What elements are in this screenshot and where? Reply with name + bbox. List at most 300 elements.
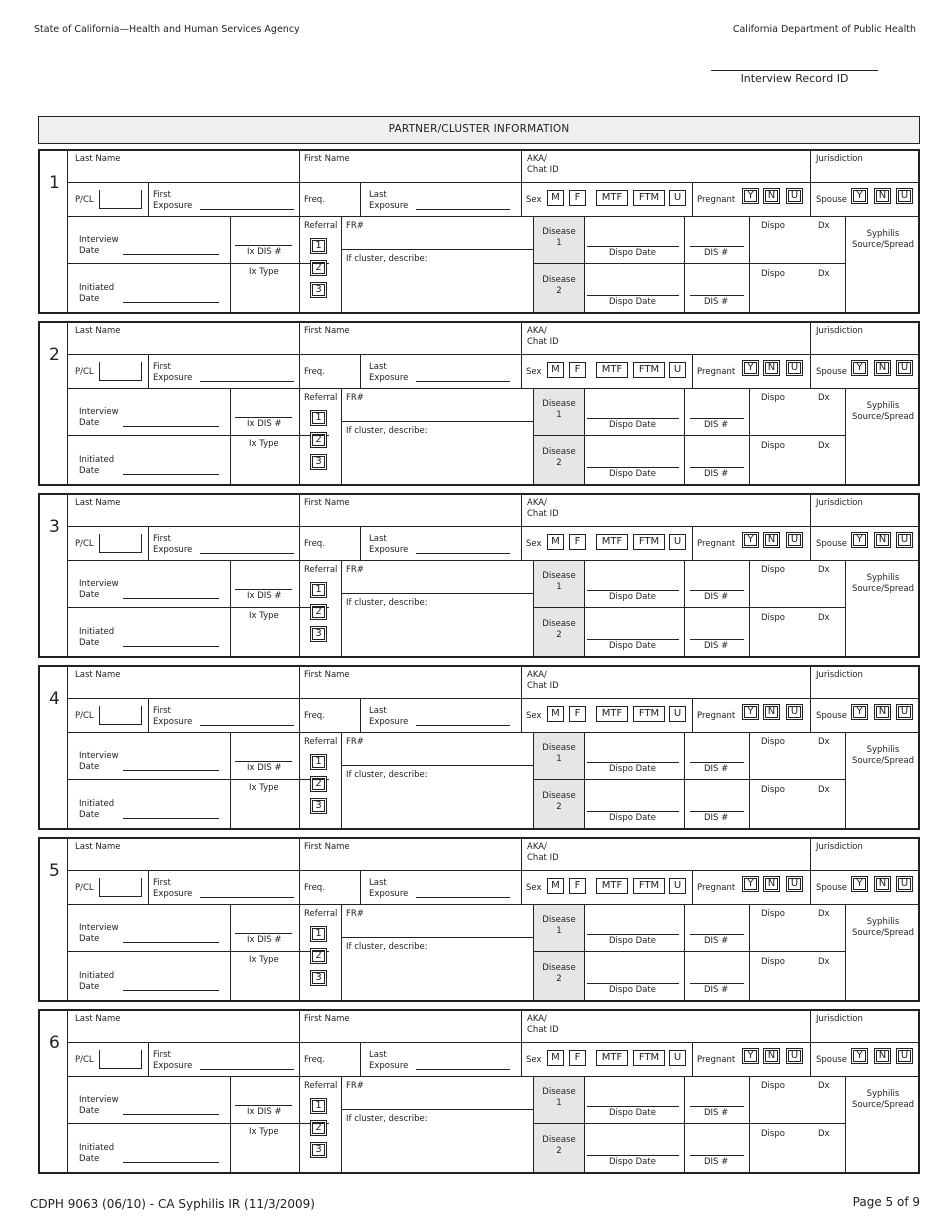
dis-1-field[interactable]	[690, 934, 744, 935]
divider	[810, 182, 811, 216]
last-exposure-label: Last Exposure	[369, 706, 409, 727]
partner-record	[38, 1009, 920, 1174]
dis-1-label: DIS #	[704, 592, 729, 602]
first-name-field[interactable]	[300, 151, 521, 182]
pregnant-option-n[interactable]: N	[763, 704, 780, 720]
referral-option-3[interactable]: 3	[310, 454, 327, 470]
sex-option-ftm[interactable]: FTM	[633, 534, 665, 550]
dispo-1-label: Dispo	[761, 221, 785, 231]
first-name-field[interactable]	[300, 1011, 521, 1042]
divider	[299, 216, 300, 312]
sex-option-ftm[interactable]: FTM	[633, 362, 665, 378]
page-number: Page 5 of 9	[852, 1195, 920, 1209]
last-exposure-field[interactable]	[416, 897, 510, 898]
jurisdiction-field[interactable]	[811, 151, 920, 182]
spouse-label: Spouse	[816, 539, 848, 549]
referral-label: Referral	[304, 737, 338, 747]
initiated-date-field[interactable]	[123, 302, 219, 303]
cluster-description-label: If cluster, describe:	[346, 942, 428, 952]
dispo-date-1-field[interactable]	[587, 934, 679, 935]
freq-label: Freq.	[304, 883, 325, 893]
pregnant-label: Pregnant	[697, 883, 736, 893]
pregnant-option-u[interactable]: U	[786, 704, 803, 720]
jurisdiction-field[interactable]	[811, 667, 920, 698]
record-number: 5	[49, 861, 60, 881]
ix-dis-label: Ix DIS #	[247, 591, 282, 601]
divider	[749, 732, 750, 828]
referral-option-1[interactable]: 1	[310, 1098, 327, 1114]
dispo-date-1-field[interactable]	[587, 762, 679, 763]
divider	[67, 388, 920, 389]
aka-chat-id-field[interactable]	[522, 839, 810, 870]
divider	[148, 526, 149, 560]
interview-date-field[interactable]	[123, 770, 219, 771]
jurisdiction-field[interactable]	[811, 323, 920, 354]
dis-1-field[interactable]	[690, 1106, 744, 1107]
ix-dis-field[interactable]	[235, 933, 292, 934]
interview-date-field[interactable]	[123, 254, 219, 255]
last-name-field[interactable]	[68, 839, 299, 870]
fr-label: FR#	[346, 221, 364, 231]
dispo-date-2-field[interactable]	[587, 639, 679, 640]
divider	[67, 216, 920, 217]
jurisdiction-field[interactable]	[811, 1011, 920, 1042]
spouse-option-n[interactable]: N	[874, 704, 891, 720]
cluster-description-label: If cluster, describe:	[346, 426, 428, 436]
last-exposure-label: Last Exposure	[369, 362, 409, 383]
sex-option-f[interactable]: F	[569, 362, 586, 378]
sex-option-ftm[interactable]: FTM	[633, 1050, 665, 1066]
dis-1-field[interactable]	[690, 762, 744, 763]
pregnant-option-y[interactable]: Y	[742, 188, 759, 204]
dx-1-label: Dx	[818, 221, 830, 231]
sex-label: Sex	[526, 1055, 542, 1065]
dis-2-label: DIS #	[704, 297, 729, 307]
ix-type-label: Ix Type	[249, 1127, 279, 1137]
ix-dis-field[interactable]	[235, 245, 292, 246]
dis-1-label: DIS #	[704, 1108, 729, 1118]
pregnant-option-u[interactable]: U	[786, 876, 803, 892]
dispo-1-label: Dispo	[761, 1081, 785, 1091]
ix-type-label: Ix Type	[249, 439, 279, 449]
sex-option-f[interactable]: F	[569, 706, 586, 722]
dx-1-label: Dx	[818, 909, 830, 919]
dispo-date-2-label: Dispo Date	[609, 469, 656, 479]
interview-date-field[interactable]	[123, 426, 219, 427]
dis-1-field[interactable]	[690, 418, 744, 419]
dispo-date-1-label: Dispo Date	[609, 592, 656, 602]
aka-chat-id-label: AKA/ Chat ID	[527, 326, 559, 347]
sex-option-f[interactable]: F	[569, 878, 586, 894]
partner-record	[38, 837, 920, 1002]
sex-option-m[interactable]: M	[547, 190, 564, 206]
dispo-date-2-field[interactable]	[587, 295, 679, 296]
jurisdiction-label: Jurisdiction	[816, 326, 863, 336]
first-exposure-field[interactable]	[200, 1069, 294, 1070]
spouse-option-u[interactable]: U	[896, 360, 913, 376]
sex-option-m[interactable]: M	[547, 878, 564, 894]
record-number: 4	[49, 689, 60, 709]
divider	[299, 904, 300, 1000]
pregnant-option-y[interactable]: Y	[742, 532, 759, 548]
dis-2-field[interactable]	[690, 1155, 744, 1156]
spouse-option-u[interactable]: U	[896, 1048, 913, 1064]
divider	[584, 1076, 585, 1172]
dispo-date-1-field[interactable]	[587, 590, 679, 591]
ix-type-label: Ix Type	[249, 955, 279, 965]
referral-option-2[interactable]: 2	[310, 948, 327, 964]
interview-date-field[interactable]	[123, 942, 219, 943]
record-number: 2	[49, 345, 60, 365]
dis-1-label: DIS #	[704, 420, 729, 430]
interview-date-label: Interview Date	[79, 751, 119, 772]
sex-option-mtf[interactable]: MTF	[596, 1050, 628, 1066]
aka-chat-id-label: AKA/ Chat ID	[527, 670, 559, 691]
sex-option-u[interactable]: U	[669, 362, 686, 378]
divider	[533, 263, 584, 264]
ix-dis-field[interactable]	[235, 589, 292, 590]
divider	[684, 216, 685, 312]
dx-1-label: Dx	[818, 393, 830, 403]
dispo-2-label: Dispo	[761, 785, 785, 795]
last-exposure-field[interactable]	[416, 725, 510, 726]
divider	[692, 354, 693, 388]
first-name-field[interactable]	[300, 495, 521, 526]
pregnant-option-y[interactable]: Y	[742, 704, 759, 720]
ix-dis-label: Ix DIS #	[247, 247, 282, 257]
first-name-field[interactable]	[300, 323, 521, 354]
divider	[341, 937, 533, 938]
dispo-date-1-label: Dispo Date	[609, 420, 656, 430]
initiated-date-label: Initiated Date	[79, 283, 115, 304]
divider	[341, 1109, 533, 1110]
pcl-label: P/CL	[75, 883, 94, 893]
dis-2-field[interactable]	[690, 983, 744, 984]
ix-type-label: Ix Type	[249, 783, 279, 793]
sex-option-ftm[interactable]: FTM	[633, 706, 665, 722]
ix-dis-field[interactable]	[235, 417, 292, 418]
spouse-option-y[interactable]: Y	[851, 1048, 868, 1064]
first-exposure-label: First Exposure	[153, 362, 193, 383]
divider	[299, 1076, 300, 1172]
divider	[810, 354, 811, 388]
divider	[230, 216, 231, 312]
divider	[67, 1123, 329, 1124]
sex-label: Sex	[526, 539, 542, 549]
dispo-date-1-label: Dispo Date	[609, 936, 656, 946]
referral-option-3[interactable]: 3	[310, 282, 327, 298]
first-exposure-field[interactable]	[200, 381, 294, 382]
dis-1-field[interactable]	[690, 246, 744, 247]
interview-date-label: Interview Date	[79, 1095, 119, 1116]
spouse-option-u[interactable]: U	[896, 532, 913, 548]
initiated-date-field[interactable]	[123, 818, 219, 819]
interview-date-label: Interview Date	[79, 407, 119, 428]
dx-1-label: Dx	[818, 1081, 830, 1091]
divider	[67, 698, 920, 699]
ix-dis-field[interactable]	[235, 1105, 292, 1106]
pregnant-option-y[interactable]: Y	[742, 876, 759, 892]
referral-option-1[interactable]: 1	[310, 926, 327, 942]
initiated-date-field[interactable]	[123, 1162, 219, 1163]
disease-2-label: Disease 2	[542, 791, 576, 812]
sex-option-mtf[interactable]: MTF	[596, 706, 628, 722]
sex-option-f[interactable]: F	[569, 190, 586, 206]
spouse-option-n[interactable]: N	[874, 1048, 891, 1064]
syphilis-source-spread-label: Syphilis Source/Spread	[852, 917, 914, 938]
interview-date-field[interactable]	[123, 598, 219, 599]
last-exposure-field[interactable]	[416, 381, 510, 382]
sex-option-m[interactable]: M	[547, 706, 564, 722]
sex-option-u[interactable]: U	[669, 878, 686, 894]
spouse-option-y[interactable]: Y	[851, 704, 868, 720]
dispo-date-2-label: Dispo Date	[609, 1157, 656, 1167]
sex-option-mtf[interactable]: MTF	[596, 534, 628, 550]
pregnant-label: Pregnant	[697, 367, 736, 377]
last-exposure-field[interactable]	[416, 553, 510, 554]
dis-1-field[interactable]	[690, 590, 744, 591]
last-exposure-field[interactable]	[416, 1069, 510, 1070]
spouse-option-y[interactable]: Y	[851, 532, 868, 548]
pregnant-option-n[interactable]: N	[763, 360, 780, 376]
dispo-2-label: Dispo	[761, 613, 785, 623]
spouse-option-y[interactable]: Y	[851, 360, 868, 376]
cluster-description-field[interactable]	[342, 951, 533, 1000]
initiated-date-field[interactable]	[123, 990, 219, 991]
dispo-date-2-field[interactable]	[587, 1155, 679, 1156]
pregnant-option-y[interactable]: Y	[742, 1048, 759, 1064]
sex-label: Sex	[526, 883, 542, 893]
sex-option-u[interactable]: U	[669, 190, 686, 206]
sex-option-mtf[interactable]: MTF	[596, 878, 628, 894]
pregnant-option-n[interactable]: N	[763, 188, 780, 204]
divider	[533, 779, 584, 780]
first-exposure-field[interactable]	[200, 725, 294, 726]
divider	[299, 732, 300, 828]
referral-label: Referral	[304, 1081, 338, 1091]
first-exposure-label: First Exposure	[153, 190, 193, 211]
cluster-description-field[interactable]	[342, 779, 533, 828]
initiated-date-field[interactable]	[123, 646, 219, 647]
dis-1-label: DIS #	[704, 764, 729, 774]
sex-option-u[interactable]: U	[669, 706, 686, 722]
referral-option-2[interactable]: 2	[310, 432, 327, 448]
divider	[67, 732, 920, 733]
ix-dis-field[interactable]	[235, 761, 292, 762]
dispo-date-2-label: Dispo Date	[609, 297, 656, 307]
first-exposure-field[interactable]	[200, 897, 294, 898]
disease-1-label: Disease 1	[542, 743, 576, 764]
last-name-field[interactable]	[68, 667, 299, 698]
last-name-field[interactable]	[68, 151, 299, 182]
divider	[692, 698, 693, 732]
pregnant-option-n[interactable]: N	[763, 1048, 780, 1064]
jurisdiction-label: Jurisdiction	[816, 498, 863, 508]
cluster-description-field[interactable]	[342, 1123, 533, 1172]
pregnant-label: Pregnant	[697, 195, 736, 205]
sex-option-u[interactable]: U	[669, 534, 686, 550]
referral-option-3[interactable]: 3	[310, 970, 327, 986]
referral-option-2[interactable]: 2	[310, 260, 327, 276]
agency-header: State of California—Health and Human Services Agency	[34, 24, 300, 35]
dispo-2-label: Dispo	[761, 1129, 785, 1139]
dis-2-label: DIS #	[704, 813, 729, 823]
last-name-field[interactable]	[68, 323, 299, 354]
dis-2-field[interactable]	[690, 639, 744, 640]
divider	[533, 951, 584, 952]
interview-record-id-field[interactable]	[711, 70, 878, 71]
aka-chat-id-label: AKA/ Chat ID	[527, 154, 559, 175]
dispo-date-2-field[interactable]	[587, 983, 679, 984]
spouse-option-u[interactable]: U	[896, 876, 913, 892]
first-exposure-field[interactable]	[200, 209, 294, 210]
cluster-description-field[interactable]	[342, 263, 533, 312]
syphilis-source-spread-label: Syphilis Source/Spread	[852, 573, 914, 594]
spouse-option-y[interactable]: Y	[851, 188, 868, 204]
spouse-option-y[interactable]: Y	[851, 876, 868, 892]
cluster-description-field[interactable]	[342, 435, 533, 484]
spouse-option-n[interactable]: N	[874, 876, 891, 892]
pcl-label: P/CL	[75, 711, 94, 721]
sex-option-m[interactable]: M	[547, 1050, 564, 1066]
dispo-date-2-field[interactable]	[587, 811, 679, 812]
divider	[692, 870, 693, 904]
divider	[67, 607, 329, 608]
last-name-label: Last Name	[75, 1014, 121, 1024]
aka-chat-id-field[interactable]	[522, 495, 810, 526]
referral-option-3[interactable]: 3	[310, 1142, 327, 1158]
pcl-field[interactable]	[99, 706, 142, 725]
divider	[299, 560, 300, 656]
sex-option-ftm[interactable]: FTM	[633, 190, 665, 206]
aka-chat-id-field[interactable]	[522, 667, 810, 698]
spouse-option-n[interactable]: N	[874, 360, 891, 376]
divider	[360, 698, 361, 732]
spouse-label: Spouse	[816, 195, 848, 205]
sex-option-u[interactable]: U	[669, 1050, 686, 1066]
dis-2-field[interactable]	[690, 295, 744, 296]
pregnant-option-u[interactable]: U	[786, 1048, 803, 1064]
referral-option-1[interactable]: 1	[310, 582, 327, 598]
initiated-date-field[interactable]	[123, 474, 219, 475]
interview-date-field[interactable]	[123, 1114, 219, 1115]
last-exposure-field[interactable]	[416, 209, 510, 210]
last-name-field[interactable]	[68, 495, 299, 526]
sex-option-f[interactable]: F	[569, 1050, 586, 1066]
sex-label: Sex	[526, 711, 542, 721]
partner-record	[38, 665, 920, 830]
divider	[67, 1042, 920, 1043]
ix-type-label: Ix Type	[249, 267, 279, 277]
sex-option-mtf[interactable]: MTF	[596, 190, 628, 206]
divider	[810, 870, 811, 904]
sex-option-m[interactable]: M	[547, 362, 564, 378]
aka-chat-id-label: AKA/ Chat ID	[527, 498, 559, 519]
first-exposure-label: First Exposure	[153, 878, 193, 899]
pcl-field[interactable]	[99, 878, 142, 897]
first-exposure-field[interactable]	[200, 553, 294, 554]
fr-label: FR#	[346, 909, 364, 919]
first-exposure-label: First Exposure	[153, 534, 193, 555]
pregnant-label: Pregnant	[697, 539, 736, 549]
referral-option-2[interactable]: 2	[310, 1120, 327, 1136]
record-number: 1	[49, 173, 60, 193]
referral-option-1[interactable]: 1	[310, 754, 327, 770]
aka-chat-id-field[interactable]	[522, 151, 810, 182]
referral-label: Referral	[304, 909, 338, 919]
syphilis-source-spread-label: Syphilis Source/Spread	[852, 401, 914, 422]
spouse-option-n[interactable]: N	[874, 188, 891, 204]
jurisdiction-field[interactable]	[811, 495, 920, 526]
referral-option-1[interactable]: 1	[310, 410, 327, 426]
sex-option-f[interactable]: F	[569, 534, 586, 550]
dispo-date-2-field[interactable]	[587, 467, 679, 468]
pcl-field[interactable]	[99, 534, 142, 553]
jurisdiction-field[interactable]	[811, 839, 920, 870]
referral-option-3[interactable]: 3	[310, 798, 327, 814]
spouse-option-u[interactable]: U	[896, 704, 913, 720]
disease-2-label: Disease 2	[542, 447, 576, 468]
dispo-1-label: Dispo	[761, 909, 785, 919]
pregnant-option-n[interactable]: N	[763, 532, 780, 548]
sex-option-mtf[interactable]: MTF	[596, 362, 628, 378]
last-name-field[interactable]	[68, 1011, 299, 1042]
form-id: CDPH 9063 (06/10) - CA Syphilis IR (11/3/2009)	[30, 1197, 315, 1211]
sex-option-ftm[interactable]: FTM	[633, 878, 665, 894]
pcl-label: P/CL	[75, 1055, 94, 1065]
divider	[584, 216, 585, 312]
initiated-date-label: Initiated Date	[79, 971, 115, 992]
dispo-date-1-label: Dispo Date	[609, 1108, 656, 1118]
cluster-description-field[interactable]	[342, 607, 533, 656]
dis-2-label: DIS #	[704, 1157, 729, 1167]
pregnant-option-u[interactable]: U	[786, 532, 803, 548]
pregnant-option-n[interactable]: N	[763, 876, 780, 892]
referral-option-3[interactable]: 3	[310, 626, 327, 642]
spouse-option-u[interactable]: U	[896, 188, 913, 204]
dispo-date-1-field[interactable]	[587, 418, 679, 419]
pregnant-option-u[interactable]: U	[786, 360, 803, 376]
initiated-date-label: Initiated Date	[79, 455, 115, 476]
dispo-1-label: Dispo	[761, 565, 785, 575]
divider	[67, 951, 329, 952]
divider	[230, 388, 231, 484]
dis-2-field[interactable]	[690, 811, 744, 812]
dispo-date-1-field[interactable]	[587, 1106, 679, 1107]
aka-chat-id-field[interactable]	[522, 323, 810, 354]
dispo-date-1-field[interactable]	[587, 246, 679, 247]
referral-option-2[interactable]: 2	[310, 604, 327, 620]
divider	[810, 526, 811, 560]
disease-2-label: Disease 2	[542, 963, 576, 984]
pcl-field[interactable]	[99, 190, 142, 209]
pregnant-option-y[interactable]: Y	[742, 360, 759, 376]
fr-label: FR#	[346, 737, 364, 747]
spouse-option-n[interactable]: N	[874, 532, 891, 548]
dis-2-field[interactable]	[690, 467, 744, 468]
pcl-field[interactable]	[99, 362, 142, 381]
divider	[230, 1076, 231, 1172]
referral-option-1[interactable]: 1	[310, 238, 327, 254]
pcl-field[interactable]	[99, 1050, 142, 1069]
sex-option-m[interactable]: M	[547, 534, 564, 550]
first-name-field[interactable]	[300, 839, 521, 870]
first-name-field[interactable]	[300, 667, 521, 698]
first-name-label: First Name	[304, 326, 350, 336]
referral-option-2[interactable]: 2	[310, 776, 327, 792]
pregnant-option-u[interactable]: U	[786, 188, 803, 204]
aka-chat-id-field[interactable]	[522, 1011, 810, 1042]
